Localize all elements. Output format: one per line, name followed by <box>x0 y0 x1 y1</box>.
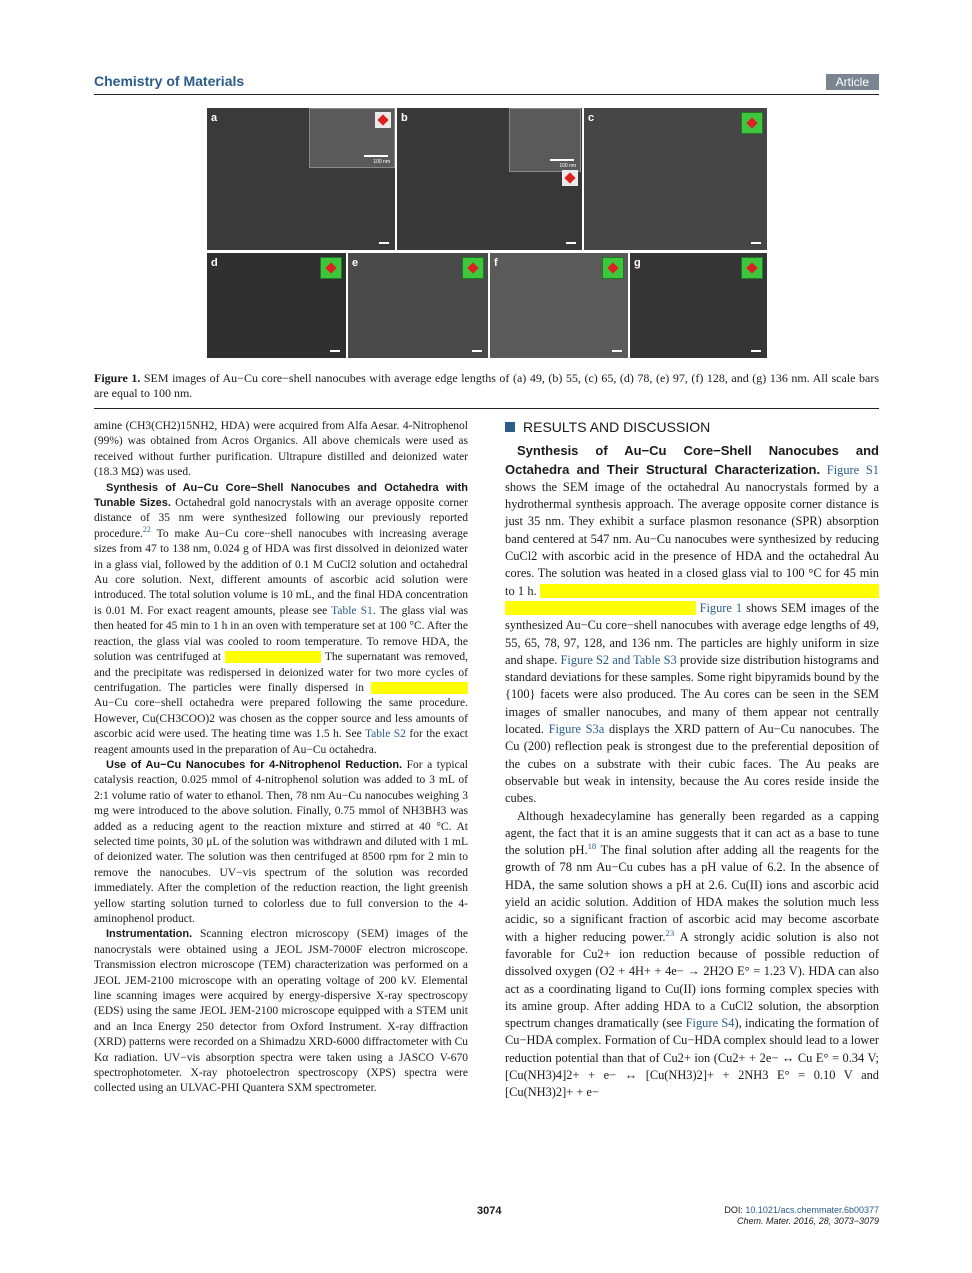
highlight <box>225 651 322 663</box>
sem-panel-f <box>490 253 628 358</box>
paragraph: Synthesis of Au−Cu Core−Shell Nanocubes and Octahedra and Their Structural Characterization. Figure S1 shows the SEM image of the octahedral Au nanocrystals formed by a hydrothermal synthesis approach. The average opposite corner distance is just 35 nm. They exhibit a surface plasmon resonance (SPR) absorption band centered at 547 nm. Au−Cu nanocubes were synthesized by reducing CuCl2 with ascorbic acid in the presence of HDA and the octahedral Au cores. The solution was heated in a closed glass vial to 100 °C for 45 min to 1 h. Figure 1 shows SEM images of the synthesized Au−Cu core−shell nanocubes with average edge lengths of 49, 55, 65, 78, 97, 128, and 136 nm. The particles are highly uniform in size and shape. Figure S2 and Table S3 provide size distribution histograms and standard deviations for these samples. Some right bipyramids bound by the {100} facets were also produced. The Au cores can be seen in the SEM images of smaller nanocubes, and many of them appear not centrally located. Figure S3a displays the XRD pattern of Au−Cu nanocubes. The Cu (200) reflection peak is strongest due to the preferential deposition of the cubes on a substrate with their cubic faces. The Au peaks are observable but weak in intensity, because the Au cores reside inside the cubes. <box>505 443 880 806</box>
square-bullet-icon <box>505 422 515 432</box>
citation: Chem. Mater. 2016, 28, 3073−3079 <box>736 1216 879 1226</box>
panel-label: d <box>211 257 218 269</box>
sem-inset <box>509 108 581 172</box>
caption-text: SEM images of Au−Cu core−shell nanocubes with average edge lengths of (a) 49, (b) 55, (c) 65, (d) 78, (e) 97, (f) 128, and (g) 136 nm. All scale bars are equal to 100 nm. <box>94 371 879 400</box>
scale-label: 100 nm <box>559 163 576 169</box>
subsection-heading: Synthesis of Au−Cu Core−Shell Nanocubes and Octahedra and Their Structural Characterization. <box>505 443 879 477</box>
octahedron-model-icon <box>562 170 578 186</box>
paragraph: amine (CH3(CH2)15NH2, HDA) were acquired from Alfa Aesar. 4-Nitrophenol (99%) was obtained from Acros Organics. All above chemicals were used as received without further purification. Ultrapure distilled and deionized water (18.3 MΩ) was used. <box>94 420 468 479</box>
panel-label: g <box>634 257 641 269</box>
cube-model-icon <box>602 257 624 279</box>
scale-bar <box>379 242 389 244</box>
highlight <box>371 682 468 694</box>
citation-link[interactable]: 22 <box>142 525 151 535</box>
sem-panel-a <box>207 108 395 250</box>
panel-label: e <box>352 257 359 269</box>
table-s1-link[interactable]: Table S1 <box>331 604 373 617</box>
paragraph: Although hexadecylamine has generally been regarded as a capping agent, the fact that it is an amine suggests that it can act as a base to tune the solution pH.$^{18}$ The final solution after adding all the reagents for the growth of 78 nm Au−Cu cubes has a pH value of 6.2. In the absence of HDA, the same solution shows a pH at 2.6. Cu(II) ions and ascorbic acid yield an acidic solution. Addition of HDA makes the solution much less acidic, so a significant fraction of ascorbic acid may become ascorbate with a higher reducing power.$^{23}$ A strongly acidic solution is also not favorable for Cu2+ ion reduction because of possible reduction of dissolved oxygen (O2 + 4H+ + 4e− → 2H2O E° = 1.23 V). HDA can also act as a coordinating ligand to Cu(II) ions forming complex species with its amine group. After adding HDA to a CuCl2 solution, the absorption spectrum changes dramatically (see Figure S4), indicating the formation of Cu−HDA complex. Formation of Cu−HDA complex should lead to a lower reduction potential than that of Cu2+ ion (Cu2+ + 2e− ↔ Cu E° = 0.34 V; [Cu(NH3)4]2+ + e− ↔ [Cu(NH3)2]+ + 2NH3 E° = 0.10 V and [Cu(NH3)2]+ + e− <box>505 808 879 1100</box>
cube-model-icon <box>741 112 763 134</box>
journal-title: Chemistry of Materials <box>94 73 245 89</box>
header-rule <box>94 94 879 95</box>
panel-label: b <box>401 112 408 124</box>
paragraph: Use of Au−Cu Nanocubes for 4-Nitrophenol Reduction. For a typical catalysis reaction, 0.025 mmol of 4-nitrophenol solution was added to 3 mL of 2:1 volume ratio of water to ethanol. Then, 78 nm Au−Cu nanocubes weighing 3 mg were introduced to the above solution. Finally, 0.75 mmol of NH3BH3 was added as a reducing agent to the reaction mixture and stirred at 40 °C. At selected time points, 30 μL of the solution was withdrawn and diluted with 1 mL of deionized water. The solution was then centrifuged at 8500 rpm for 2 min to remove the nanocubes. UV−vis spectrum of the solution was recorded immediately. After the completion of the reduction reaction, the light greenish yellow starting solution turned to colorless due to full conversion to the 4-aminophenol product. <box>94 758 468 925</box>
octahedron-model-icon <box>375 112 391 128</box>
scale-bar <box>364 155 388 157</box>
figure-1-link[interactable]: Figure 1 <box>699 600 743 615</box>
left-column <box>94 419 468 1097</box>
caption-rule <box>94 408 879 409</box>
citation-link[interactable]: 23 <box>665 927 675 938</box>
paragraph: Synthesis of Au−Cu Core−Shell Nanocubes and Octahedra with Tunable Sizes. Octahedral gold nanocrystals with an average opposite corner distance of 35 nm were synthesized following our previously reported procedure.$^{22}$ To make Au−Cu core−shell nanocubes with increasing average sizes from 47 to 138 nm, 0.024 g of HDA was first dissolved in deionized water in a glass vial, followed by the addition of 0.1 M CuCl2 solution and octahedral Au core solution. Next, different amounts of ascorbic acid solution were introduced. The total solution volume is 10 mL, and the final HDA concentration is 0.01 M. For exact reagent amounts, please see Table S1. The glass vial was then heated for 45 min to 1 h in an oven with temperature set at 100 °C. After the reaction, the glass vial was cooled to room temperature. To remove HDA, the solution was centrifuged at The supernatant was removed, and the precipitate was redispersed in deionized water for two more cycles of centrifugation. The particles were finally dispersed in Au−Cu core−shell octahedra were prepared following the same procedure. However, Cu(CH3COO)2 was chosen as the copper source and less amounts of ascorbic acid were used. The heating time was 1.5 h. See Table S2 for the exact reagent amounts used in the preparation of Au−Cu octahedra. <box>94 481 469 756</box>
page-header <box>94 73 879 93</box>
cube-model-icon <box>741 257 763 279</box>
scale-label: 100 nm <box>373 159 390 165</box>
figure-s4-link[interactable]: Figure S4 <box>685 1016 735 1031</box>
panel-label: a <box>211 112 218 124</box>
scale-bar <box>566 242 576 244</box>
panel-label: f <box>494 257 498 269</box>
cube-model-icon <box>462 257 484 279</box>
figure-s2-link[interactable]: Figure S2 and Table S3 <box>560 652 677 667</box>
subsection-heading: Instrumentation. <box>106 928 193 941</box>
sem-panel-c <box>584 108 767 250</box>
scale-bar <box>612 350 622 352</box>
page-number: 3074 <box>477 1205 502 1217</box>
scale-bar <box>751 242 761 244</box>
table-s2-link[interactable]: Table S2 <box>364 728 406 741</box>
article-tag: Article <box>826 74 879 90</box>
scale-bar <box>330 350 340 352</box>
figure-s1-link[interactable]: Figure S1 <box>826 462 879 477</box>
cube-model-icon <box>320 257 342 279</box>
caption-label: Figure 1. <box>94 371 141 385</box>
paragraph: Instrumentation. Scanning electron microscopy (SEM) images of the nanocrystals were obtained using a JEOL JSM-7000F electron microscope. Transmission electron microscope (TEM) characterization was performed on a JEOL JEM-2100 microscope with an operating voltage of 200 kV. Elemental line scanning images were acquired by energy-dispersive X-ray spectroscopy (EDS) using the same JEOL JEM-2100 microscope equipped with a STEM unit and an Inca Energy 250 detector from Oxford Instrument. X-ray diffraction (XRD) patterns were recorded on a Shimadzu XRD-6000 diffractometer with Cu Kα radiation. UV−vis absorption spectra were taken using a JASCO V-670 spectrophotometer. X-ray photoelectron spectroscopy (XPS) spectra were collected using an ULVAC-PHI Quantera SXM spectrometer. <box>94 928 469 1095</box>
subsection-heading: Synthesis of Au−Cu Core−Shell Nanocubes and Octahedra with Tunable Sizes. <box>94 481 468 510</box>
sem-panel-b <box>397 108 582 250</box>
sem-panel-g <box>630 253 767 358</box>
sem-panel-e <box>348 253 488 358</box>
scale-bar <box>550 159 574 161</box>
panel-label: c <box>588 112 595 124</box>
page-footer <box>94 1205 879 1235</box>
citation-link[interactable]: 18 <box>587 841 597 851</box>
figure-1 <box>207 108 767 358</box>
figure-caption <box>94 371 879 401</box>
doi-block: DOI: 10.1021/acs.chemmater.6b00377 Chem. Mater. 2016, 28, 3073−3079 <box>724 1205 879 1226</box>
section-heading: RESULTS AND DISCUSSION <box>505 419 879 436</box>
doi-link[interactable]: 10.1021/acs.chemmater.6b00377 <box>745 1205 879 1215</box>
figure-s3a-link[interactable]: Figure S3a <box>548 722 605 737</box>
scale-bar <box>751 350 761 352</box>
scale-bar <box>472 350 482 352</box>
sem-panel-d <box>207 253 346 358</box>
right-column <box>505 419 879 1102</box>
subsection-heading: Use of Au−Cu Nanocubes for 4-Nitrophenol Reduction. <box>106 758 403 771</box>
